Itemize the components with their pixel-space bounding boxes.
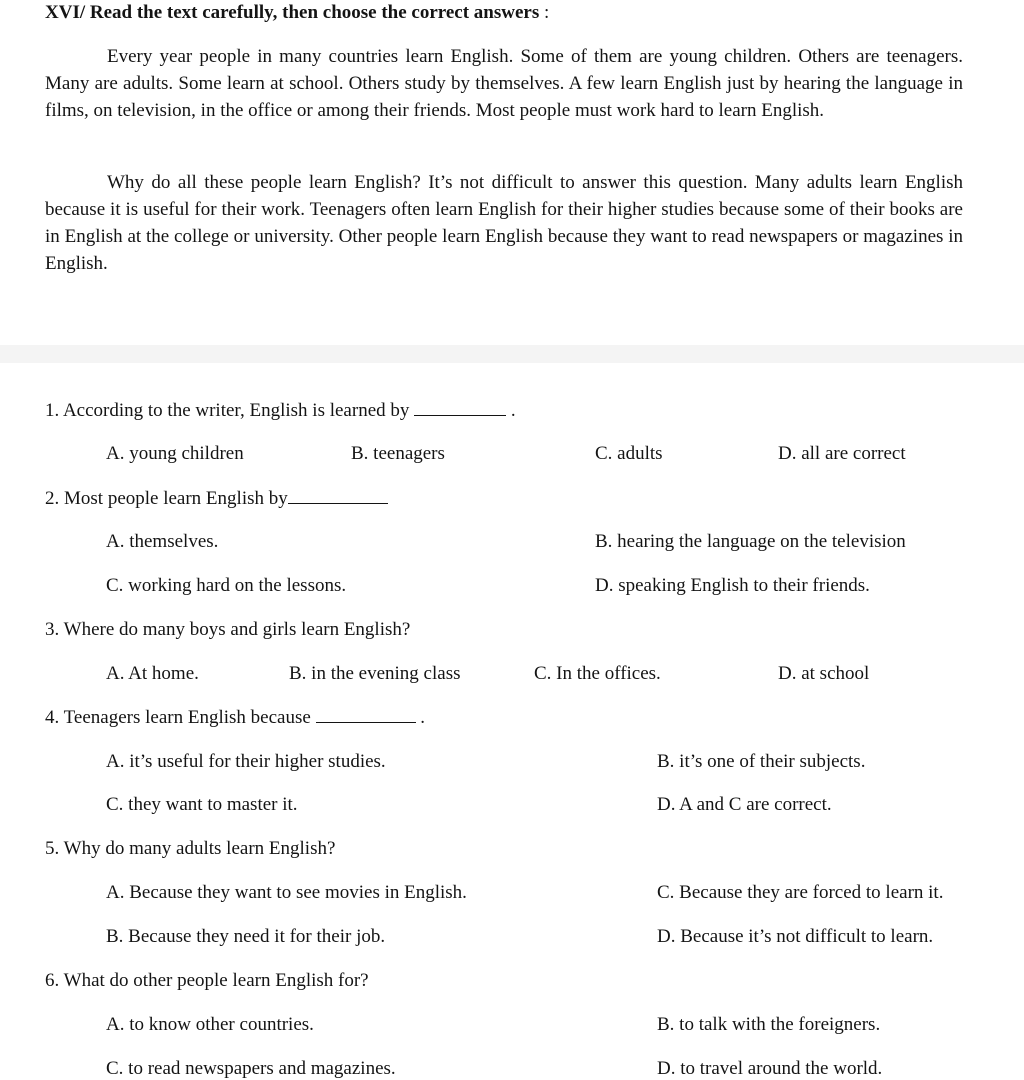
question-1-option-c: C. adults <box>595 443 663 464</box>
question-6-option-b: B. to talk with the foreigners. <box>657 1014 881 1035</box>
question-3 <box>45 619 410 641</box>
question-1-stem: 1. According to the writer, English is learned by <box>45 400 410 421</box>
question-2-option-b: B. hearing the language on the television <box>595 531 906 552</box>
page-gap <box>0 345 1024 363</box>
passage-paragraph-2: Why do all these people learn English? It’s not difficult to answer this question. Many adults learn English because it is useful for their work. Teenagers often learn English for their higher studies because some of their books are in English at the college or university. Other people learn English because they want to read newspapers or magazines in English. <box>45 172 963 274</box>
question-1 <box>45 399 516 422</box>
answer-blank <box>316 706 416 723</box>
question-5-option-d: D. Because it’s not difficult to learn. <box>657 926 934 947</box>
question-1-tail: . <box>506 400 516 421</box>
question-2-option-c: C. working hard on the lessons. <box>106 575 347 596</box>
question-3-option-c: C. In the offices. <box>534 663 661 684</box>
answer-blank <box>288 487 388 504</box>
question-5-option-b: B. Because they need it for their job. <box>106 926 386 947</box>
exercise-heading <box>45 2 549 24</box>
question-6-option-a: A. to know other countries. <box>106 1014 314 1035</box>
question-4 <box>45 706 425 729</box>
question-6 <box>45 970 369 992</box>
question-1-option-d: D. all are correct <box>778 443 906 464</box>
question-6-option-d: D. to travel around the world. <box>657 1058 883 1079</box>
heading-colon: : <box>539 2 550 23</box>
heading-text: XVI/ Read the text carefully, then choose the correct answers <box>45 2 540 23</box>
question-3-option-d: D. at school <box>778 663 870 684</box>
question-5-stem: 5. Why do many adults learn English? <box>45 838 336 859</box>
question-4-option-d: D. A and C are correct. <box>657 794 832 815</box>
question-4-stem: 4. Teenagers learn English because <box>45 707 311 728</box>
question-1-option-a: A. young children <box>106 443 244 464</box>
question-4-option-a: A. it’s useful for their higher studies. <box>106 751 386 772</box>
question-4-option-c: C. they want to master it. <box>106 794 298 815</box>
question-5-option-c: C. Because they are forced to learn it. <box>657 882 944 903</box>
question-2-option-a: A. themselves. <box>106 531 219 552</box>
answer-blank <box>414 399 506 416</box>
question-6-option-c: C. to read newspapers and magazines. <box>106 1058 396 1079</box>
question-2-option-d: D. speaking English to their friends. <box>595 575 870 596</box>
question-3-option-b: B. in the evening class <box>289 663 461 684</box>
question-5-option-a: A. Because they want to see movies in English. <box>106 882 467 903</box>
question-4-option-b: B. it’s one of their subjects. <box>657 751 866 772</box>
question-1-option-b: B. teenagers <box>351 443 445 464</box>
question-5 <box>45 838 335 860</box>
question-2 <box>45 487 388 510</box>
question-3-option-a: A. At home. <box>106 663 199 684</box>
passage-paragraph-1: Every year people in many countries learn English. Some of them are young children. Others are teenagers. Many are adults. Some learn at school. Others study by themselves. A few learn English just by hearing the language in films, on television, in the office or among their friends. Most people must work hard to learn English. <box>45 46 963 121</box>
question-6-stem: 6. What do other people learn English for? <box>45 970 369 991</box>
question-2-stem: 2. Most people learn English by <box>45 488 288 509</box>
question-4-tail: . <box>415 707 426 728</box>
question-3-stem: 3. Where do many boys and girls learn English? <box>45 619 411 640</box>
